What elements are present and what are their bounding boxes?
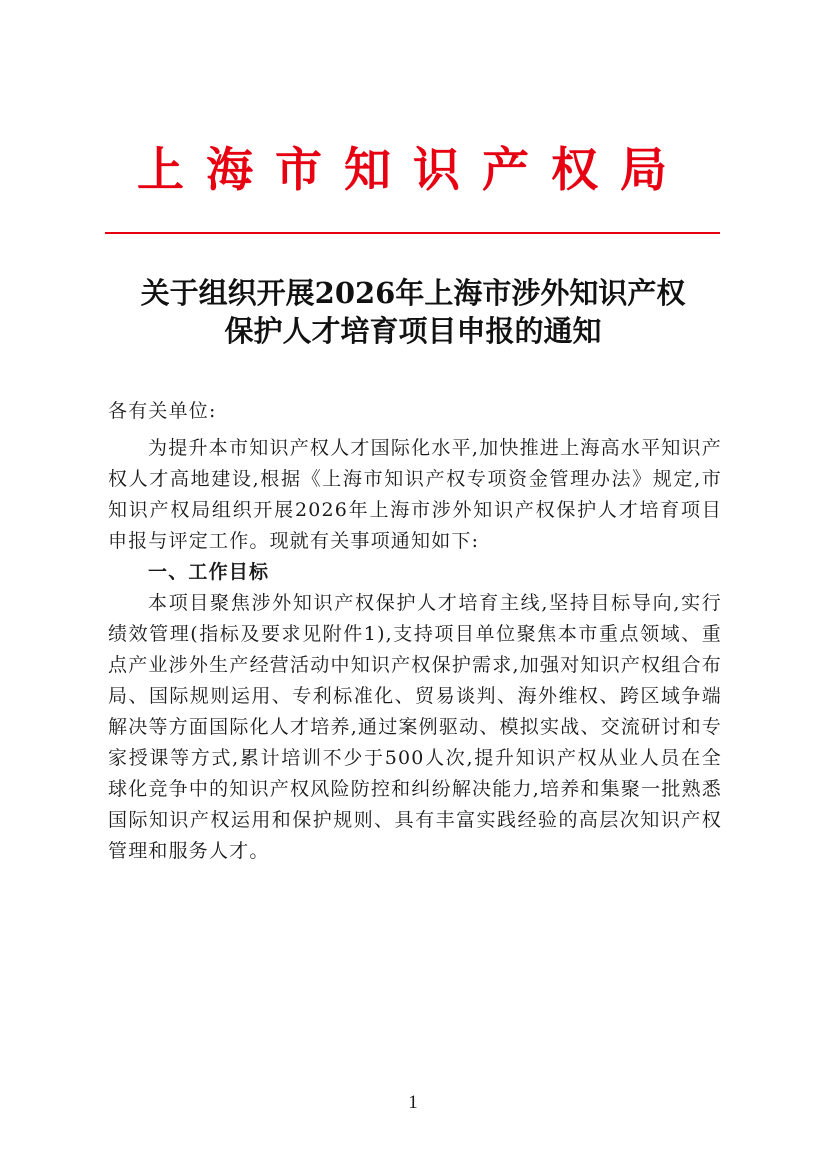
document-title-line-2: 保护人才培育项目申报的通知	[224, 314, 602, 348]
agency-header: 上海市知识产权局	[137, 143, 689, 198]
section-heading-work-goals: 一、工作目标	[148, 561, 270, 583]
salutation: 各有关单位:	[108, 400, 217, 422]
document-body	[108, 396, 722, 867]
section-paragraph-work-goals: 本项目聚焦涉外知识产权保护人才培育主线,坚持目标导向,实行绩效管理(指标及要求见附件1),支持项目单位聚焦本市重点领域、重点产业涉外生产经营活动中知识产权保护需求,加强对知识产权组合布局、国际规则运用、专利标准化、贸易谈判、海外维权、跨区域争端解决等方面国际化人才培养,通过案例驱动、模拟实战、交流研讨和专家授课等方式,累计培训不少于500人次,提升知识产权从业人员在全球化竞争中的知识产权风险防控和纠纷解决能力,培养和集聚一批熟悉国际知识产权运用和保护规则、具有丰富实践经验的高层次知识产权管理和服务人才。	[108, 592, 722, 862]
document-title	[90, 274, 736, 350]
page-number: 1	[408, 1092, 418, 1113]
intro-paragraph: 为提升本市知识产权人才国际化水平,加快推进上海高水平知识产权人才高地建设,根据《上海市知识产权专项资金管理办法》规定,市知识产权局组织开展2026年上海市涉外知识产权保护人才培育项目申报与评定工作。现就有关事项通知如下:	[108, 437, 722, 552]
document-title-line-1: 关于组织开展2026年上海市涉外知识产权	[140, 276, 686, 310]
header-divider-line	[105, 232, 720, 234]
